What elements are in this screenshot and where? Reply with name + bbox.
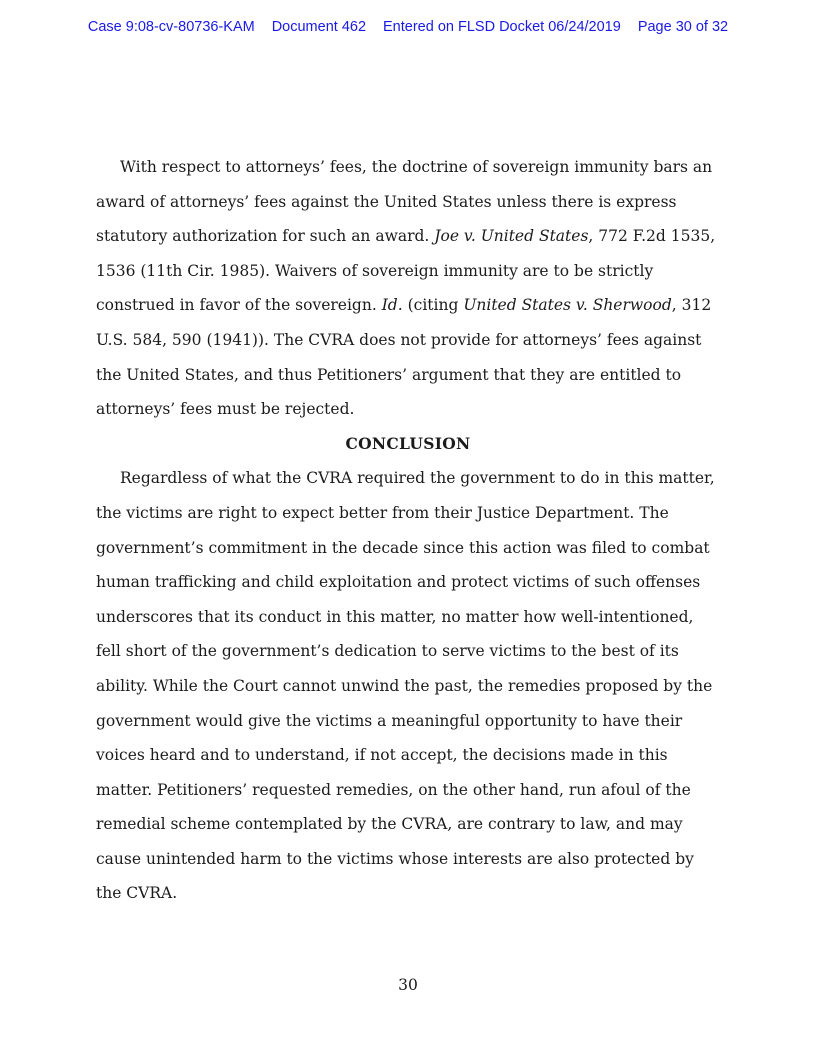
header-page-indicator: Page 30 of 32 [637, 19, 729, 35]
body-paragraph-conclusion: Regardless of what the CVRA required the government to do in this matter, the victims are right to expect better from their Justice Department. The government’s commitment in the decade since this action was filed to combat human trafficking and child exploitation and protect victims of such offenses underscores that its conduct in this matter, no matter how well-intentioned, fell short of the government’s dedication to serve victims to the best of its ability. While the Court cannot unwind the past, the remedies proposed by the government would give the victims a meaningful opportunity to have their voices heard and to understand, if not accept, the decisions made in this matter. Petitioners’ requested remedies, on the other hand, run afoul of the remedial scheme contemplated by the CVRA, are contrary to law, and may cause unintended harm to the victims whose interests are also protected by the CVRA. [96, 469, 715, 903]
page-footer [0, 976, 816, 994]
document-body [96, 150, 720, 911]
header-document-number: Document 462 [271, 19, 367, 35]
page-number: 30 [398, 976, 418, 994]
header-docket-entry: Entered on FLSD Docket 06/24/2019 [383, 19, 621, 35]
body-paragraph-attorneys-fees: With respect to attorneys’ fees, the doctrine of sovereign immunity bars an award of attorneys’ fees against the United States unless there is express statutory authorization for such an award. Joe v. United States, 772 F.2d 1535, 1536 (11th Cir. 1985). Waivers of sovereign immunity are to be strictly construed in favor of the sovereign. Id. (citing United States v. Sherwood, 312 U.S. 584, 590 (1941)). The CVRA does not provide for attorneys’ fees against the United States, and thus Petitioners’ argument that they are entitled to attorneys’ fees must be rejected. [96, 158, 716, 419]
court-filing-header [0, 19, 816, 35]
header-case-number: Case 9:08-cv-80736-KAM [87, 19, 255, 35]
conclusion-heading: CONCLUSION [345, 433, 471, 453]
